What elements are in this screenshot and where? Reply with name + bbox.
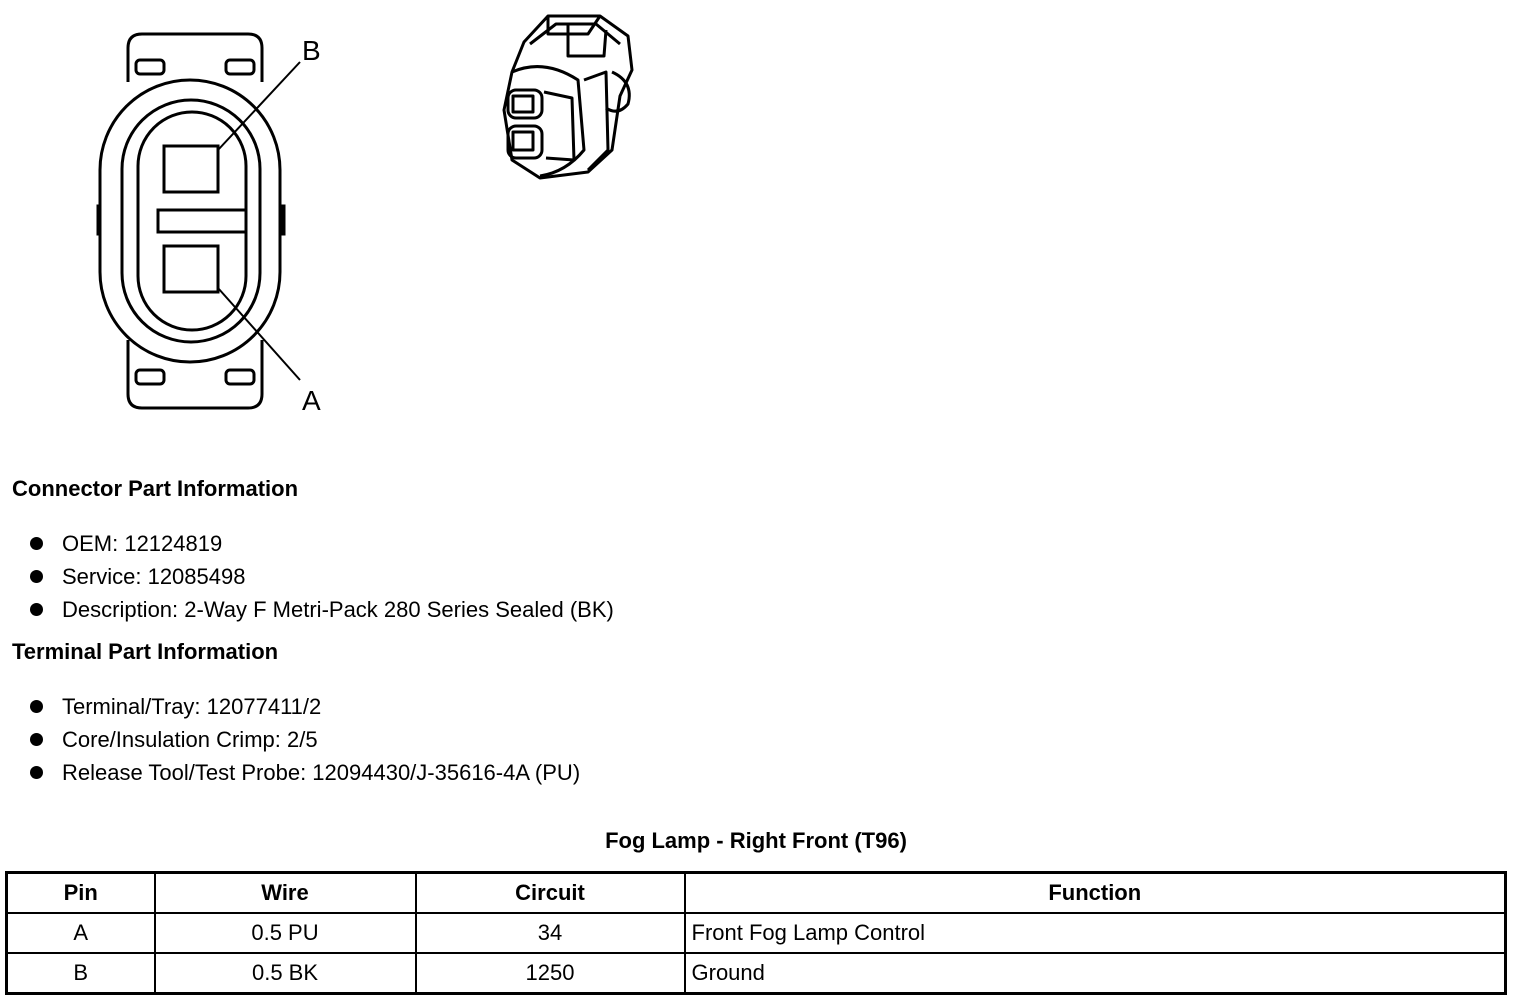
cell-function: Ground bbox=[685, 953, 1506, 994]
connector-part-info-heading: Connector Part Information bbox=[12, 476, 299, 501]
pin-table-title: Fog Lamp - Right Front (T96) bbox=[605, 828, 907, 853]
connector-diagram bbox=[0, 0, 720, 440]
list-item-crimp: Core/Insulation Crimp: 2/5 bbox=[30, 723, 580, 756]
header-circuit: Circuit bbox=[416, 873, 685, 914]
list-item-description: Description: 2-Way F Metri-Pack 280 Series Sealed (BK) bbox=[30, 593, 614, 626]
connector-bottom-notch-left bbox=[136, 370, 164, 384]
cell-wire: 0.5 BK bbox=[155, 953, 416, 994]
cell-pin: A bbox=[7, 913, 155, 953]
connector-bottom-notch-right bbox=[226, 370, 254, 384]
cell-circuit: 34 bbox=[416, 913, 685, 953]
header-function: Function bbox=[685, 873, 1506, 914]
pin-table bbox=[5, 871, 1507, 995]
connector-top-notch-left bbox=[136, 60, 164, 74]
cell-wire: 0.5 PU bbox=[155, 913, 416, 953]
list-item-release-tool: Release Tool/Test Probe: 12094430/J-35616-4A (PU) bbox=[30, 756, 580, 789]
cell-pin: B bbox=[7, 953, 155, 994]
connector-outer-body bbox=[100, 80, 280, 362]
list-item-oem: OEM: 12124819 bbox=[30, 527, 614, 560]
table-header-row bbox=[7, 873, 1506, 914]
table-row bbox=[7, 953, 1506, 994]
header-pin: Pin bbox=[7, 873, 155, 914]
cell-circuit: 1250 bbox=[416, 953, 685, 994]
connector-isometric-view bbox=[504, 16, 632, 178]
list-item-terminal-tray: Terminal/Tray: 12077411/2 bbox=[30, 690, 580, 723]
connector-top-notch-right bbox=[226, 60, 254, 74]
cell-function: Front Fog Lamp Control bbox=[685, 913, 1506, 953]
pin-label-a: A bbox=[302, 385, 321, 416]
list-item-service: Service: 12085498 bbox=[30, 560, 614, 593]
pin-label-b: B bbox=[302, 35, 321, 66]
terminal-part-info-heading: Terminal Part Information bbox=[12, 639, 279, 664]
terminal-part-info-list bbox=[30, 690, 580, 789]
header-wire: Wire bbox=[155, 873, 416, 914]
table-row bbox=[7, 913, 1506, 953]
connector-part-info-list bbox=[30, 527, 614, 626]
